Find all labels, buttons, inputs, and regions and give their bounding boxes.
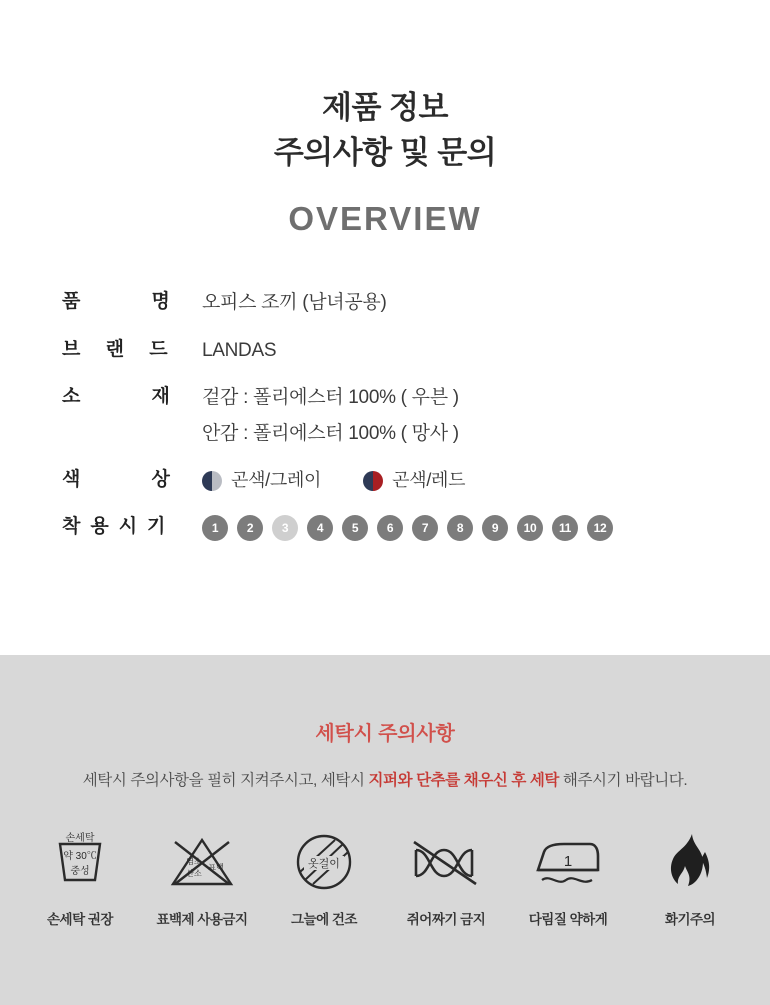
color-option-navy-red[interactable] [363, 468, 465, 492]
month-badge-5: 5 [342, 515, 368, 541]
care-icon-row [0, 824, 770, 928]
color-option-navy-gray[interactable] [202, 468, 321, 492]
care-icon-caption: 표백제 사용금지 [156, 912, 248, 927]
svg-text:산소: 산소 [186, 869, 202, 878]
spec-value-material-outer: 겉감 : 폴리에스터 100% ( 우븐 ) [202, 387, 459, 409]
overview-heading: OVERVIEW [288, 199, 482, 237]
spec-value-color [202, 468, 507, 492]
care-icon-caption: 다림질 약하게 [528, 912, 608, 927]
color-swatch-icon [363, 471, 383, 491]
care-icon-caption: 그늘에 건조 [291, 912, 357, 927]
svg-text:1: 1 [563, 853, 573, 870]
low-iron-icon [507, 824, 629, 896]
care-icon-cell-low-iron [507, 824, 629, 928]
no-bleach-icon [141, 824, 263, 896]
month-badge-9: 9 [482, 515, 508, 541]
care-description [0, 768, 770, 790]
page-title-line-2: 주의사항 및 문의 [273, 134, 497, 170]
month-list [202, 515, 622, 541]
care-icon-cell-dry-in-shade [263, 824, 385, 928]
page-header [0, 0, 770, 238]
care-icon-cell-no-bleach [141, 824, 263, 928]
svg-text:표백: 표백 [208, 863, 224, 872]
spec-value-material-lining: 안감 : 폴리에스터 100% ( 망사 ) [202, 422, 459, 444]
care-icon-cell-no-wring [385, 824, 507, 928]
hand-wash-icon [19, 824, 141, 896]
month-badge-7: 7 [412, 515, 438, 541]
spec-table [0, 290, 770, 541]
spec-value-season [202, 515, 622, 541]
month-badge-3: 3 [272, 515, 298, 541]
care-instructions-section [0, 655, 770, 1005]
color-label: 곤색/레드 [392, 470, 466, 491]
care-icon-caption: 화기주의 [664, 912, 716, 927]
month-badge-2: 2 [237, 515, 263, 541]
care-title: 세탁시 주의사항 [315, 723, 455, 745]
month-badge-4: 4 [307, 515, 333, 541]
spec-label-brand: 브 랜 드 [62, 338, 178, 360]
care-description-highlight: 지퍼와 단추를 채우신 후 세탁 [368, 772, 559, 789]
color-label: 곤색/그레이 [231, 470, 322, 491]
svg-text:약 30℃: 약 30℃ [63, 851, 97, 862]
spec-label-season: 착용시기 [62, 516, 176, 538]
spec-row-product-name [62, 290, 770, 316]
spec-row-material [62, 385, 770, 411]
month-badge-10: 10 [517, 515, 543, 541]
spec-row-brand [62, 338, 770, 364]
care-description-part-2: 해주시기 바랍니다. [558, 772, 688, 789]
page-title-line-1: 제품 정보 [322, 90, 448, 125]
care-icon-cell-hand-wash [19, 824, 141, 928]
spec-value-brand: LANDAS [202, 339, 277, 361]
care-icon-caption: 쥐어짜기 금지 [406, 912, 486, 927]
svg-text:옷걸이: 옷걸이 [308, 858, 340, 870]
spec-label-product-name: 품 명 [62, 290, 180, 312]
month-badge-12: 12 [587, 515, 613, 541]
spec-label-material: 소 재 [62, 386, 180, 408]
spec-row-material-lining [62, 421, 770, 447]
flame-warning-icon [629, 824, 751, 896]
color-swatch-icon [202, 471, 222, 491]
color-list [202, 468, 507, 492]
care-icon-caption: 손세탁 권장 [47, 912, 113, 927]
month-badge-11: 11 [552, 515, 578, 541]
spec-value-product-name: 오피스 조끼 (남녀공용) [202, 291, 387, 313]
svg-text:손세탁: 손세탁 [65, 833, 95, 844]
month-badge-1: 1 [202, 515, 228, 541]
spec-row-season [62, 515, 770, 541]
no-wring-icon [385, 824, 507, 896]
care-description-part-1: 세탁시 주의사항을 필히 지켜주시고, 세탁시 [82, 772, 369, 789]
svg-text:염소: 염소 [186, 857, 202, 866]
care-icon-cell-flame-warning [629, 824, 751, 928]
svg-text:중성: 중성 [70, 866, 90, 877]
spec-row-color [62, 468, 770, 493]
dry-in-shade-icon [263, 824, 385, 896]
month-badge-6: 6 [377, 515, 403, 541]
spec-label-color: 색 상 [62, 469, 180, 491]
month-badge-8: 8 [447, 515, 473, 541]
